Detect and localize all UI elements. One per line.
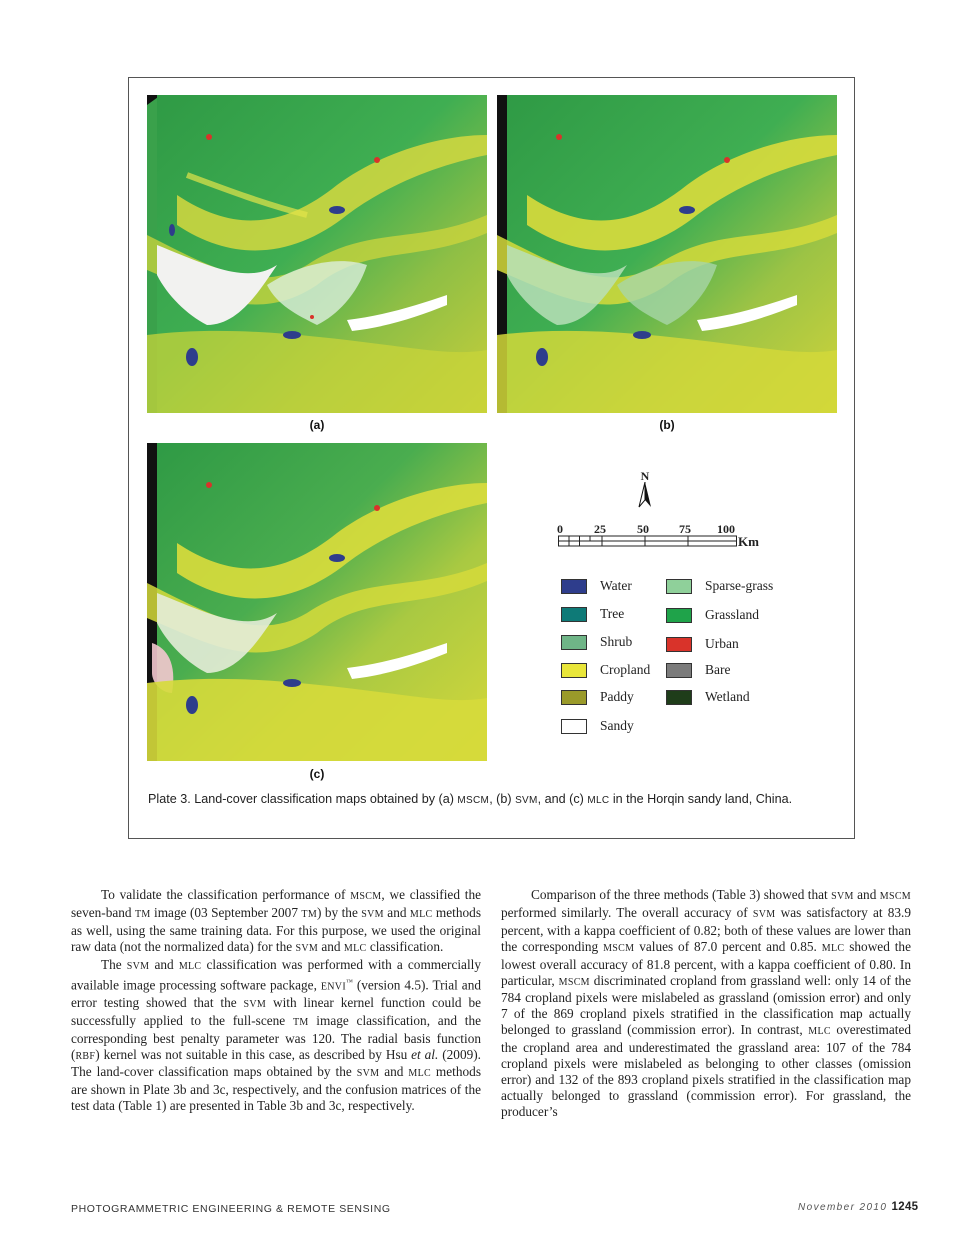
legend-swatch	[561, 690, 587, 705]
legend-label: Water	[600, 578, 632, 593]
scale-tick-0: 0	[557, 522, 563, 536]
scale-bar-graphic	[558, 535, 738, 547]
scale-tick-100: 100	[717, 522, 735, 536]
legend-swatch	[561, 719, 587, 734]
legend-label: Bare	[705, 662, 731, 677]
map-panel-a	[147, 95, 487, 413]
legend-item-sandy	[561, 717, 634, 735]
legend-swatch	[666, 637, 692, 652]
figure-caption: Plate 3. Land-cover classification maps obtained by (a) MSCM, (b) SVM, and (c) MLC in the Horqin sandy land, China.	[148, 792, 793, 806]
panel-label-a: (a)	[309, 418, 325, 432]
north-arrow	[633, 470, 657, 508]
legend-label: Urban	[705, 636, 739, 651]
legend-label: Cropland	[600, 662, 651, 677]
legend-label: Paddy	[600, 689, 634, 704]
footer-date: November 2010	[798, 1202, 888, 1213]
legend-item-cropland	[561, 661, 650, 679]
map-panel-b	[497, 95, 837, 413]
paragraph-comparison: Comparison of the three methods (Table 3) showed that SVM and MSCM performed similarly. The overall accuracy of SVM was satisfactory at 83.9 percent, with a kappa coefficient of 0.82; both of these values are lower than the corresponding MSCM values of 87.0 percent and 0.85. MLC showed the lowest overall accuracy of 81.8 percent, with a kappa coefficient of 0.80. In particular, MSCM discriminated cropland from grassland well: only 14 of the 784 cropland pixels were mislabeled as grassland (omission error) and only 7 of the 869 cropland pixels stratified in the classification map actually belonged to grassland (commission error). In contrast, MLC overestimated the cropland area and underestimated the grassland area: 107 of the 784 cropland pixels were mislabeled as belonging to other classes (omission error) and 132 of the 893 cropland pixels stratified in the classification map actually belonged to grassland (commission error). For grassland, the producer’s	[501, 887, 912, 1119]
legend-swatch	[666, 663, 692, 678]
legend-item-tree	[561, 605, 624, 623]
legend-label: Wetland	[705, 689, 750, 704]
legend-item-sparse-grass	[666, 577, 773, 595]
legend-item-wetland	[666, 688, 750, 706]
body-left-column	[71, 887, 481, 1114]
legend-label: Sandy	[600, 718, 634, 733]
legend-label: Grassland	[705, 607, 759, 622]
north-arrow-icon	[638, 482, 652, 508]
legend-swatch	[666, 690, 692, 705]
legend-swatch	[561, 663, 587, 678]
legend-label: Tree	[600, 606, 625, 621]
paragraph-validation: To validate the classification performance of MSCM, we classified the seven-band TM image (03 September 2007 TM) by the SVM and MLC methods as well, using the same training data. For this purpose, we used the original raw data (not the normalized data) for the SVM and MLC classification.	[71, 887, 481, 954]
scale-tick-50: 50	[637, 522, 649, 536]
scale-tick-25: 25	[594, 522, 606, 536]
legend-swatch	[561, 635, 587, 650]
page-number: 1245	[891, 1201, 919, 1213]
panel-label-b: (b)	[659, 418, 675, 432]
legend-item-water	[561, 577, 632, 595]
legend-item-urban	[666, 635, 739, 653]
paragraph-svm-mlc: The SVM and MLC classification was performed with a commercially available image processing software package, ENVI™ (version 4.5). Trial and error testing showed that the SVM with linear kernel function could be successfully applied to the full-scene TM image classification, and the corresponding best penalty parameter was 120. The radial basis function (RBF) kernel was not suitable in this case, as described by Hsu et al. (2009). The land-cover classification maps obtained by the SVM and MLC methods are shown in Plate 3b and 3c, respectively, and the confusion matrices of the test data (Table 1) are presented in Table 3b and 3c, respectively.	[71, 956, 482, 1114]
legend-swatch	[561, 579, 587, 594]
legend-swatch	[666, 579, 692, 594]
north-letter: N	[640, 469, 650, 483]
legend-label: Sparse-grass	[705, 578, 774, 593]
panel-label-c: (c)	[309, 767, 325, 781]
legend-swatch	[561, 607, 587, 622]
scale-unit: Km	[738, 534, 759, 549]
legend-item-grassland	[666, 606, 759, 624]
footer-journal: PHOTOGRAMMETRIC ENGINEERING & REMOTE SENSING	[71, 1203, 391, 1215]
legend-item-bare	[666, 661, 730, 679]
legend-item-paddy	[561, 688, 634, 706]
scale-tick-75: 75	[679, 522, 691, 536]
map-panel-c	[147, 443, 487, 761]
legend-swatch	[666, 608, 692, 623]
legend-label: Shrub	[600, 634, 633, 649]
footer-date-page	[798, 1201, 918, 1213]
legend-item-shrub	[561, 633, 632, 651]
body-right-column	[501, 887, 911, 1120]
